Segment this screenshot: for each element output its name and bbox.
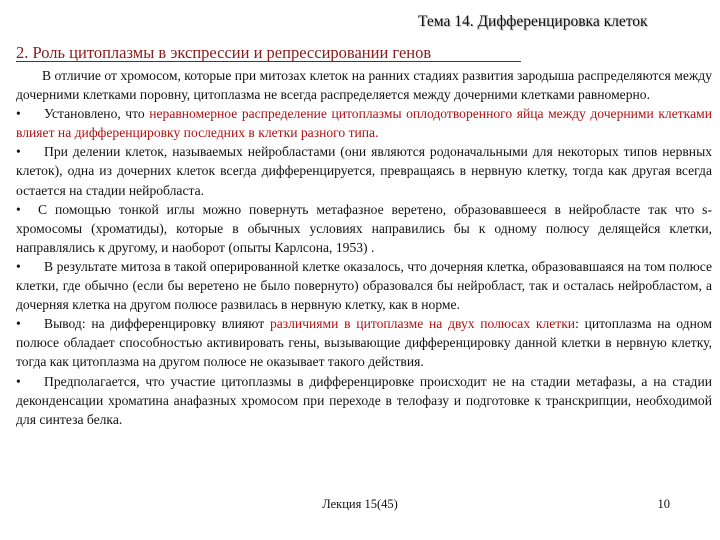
paragraph-text: При делении клеток, называемых нейробластами (они являются родоначальными для некоторых типов нервных клеток), одна из дочерних клеток всегда дифференцируется, превращаясь в нервную клетку, тогда как другая всегда остается на стадии нейробласта. bbox=[16, 144, 712, 198]
paragraph-text: С помощью тонкой иглы можно повернуть метафазное веретено, образовавшееся в нейробласте так что s-хромосомы (хроматиды), которые в обычных условиях направились бы к одному полюсу делящейся клетки, направлялись к другому, и наоборот (опыты Карлсона, 1953) . bbox=[16, 201, 712, 255]
bullet-paragraph-1 bbox=[16, 104, 712, 142]
bullet-paragraph-4 bbox=[16, 257, 712, 314]
footer-lecture-label: Лекция 15(45) bbox=[322, 497, 398, 511]
bullet-marker: • bbox=[16, 106, 21, 122]
bullet-paragraph-3 bbox=[16, 200, 712, 257]
bullet-marker: • bbox=[16, 144, 21, 160]
bullet-marker: • bbox=[16, 373, 21, 389]
bullet-marker: • bbox=[16, 258, 21, 274]
bullet-marker: • bbox=[16, 316, 21, 332]
bullet-paragraph-6 bbox=[16, 372, 712, 429]
intro-paragraph: В отличие от хромосом, которые при митозах клеток на ранних стадиях развития зародыша распределяются между дочерними клетками поровну, цитоплазма не всегда распределяется между дочерними клетками равномерно. bbox=[16, 68, 712, 103]
paragraph-text: Вывод: на дифференцировку влияют bbox=[44, 316, 270, 332]
bullet-paragraph-2 bbox=[16, 142, 712, 199]
bullet-marker: • bbox=[16, 201, 21, 217]
section-title: 2. Роль цитоплазмы в экспрессии и репрессировании генов bbox=[16, 42, 716, 64]
paragraph-text: В результате митоза в такой оперированной клетке оказалось, что дочерняя клетка, образовавшаяся на том полюсе клетки, где обычно (если бы веретено не было повернуто) образовался бы нейробласт, так и осталась нейробластом, а дочерняя клетка на другом полюсе развилась в нервную клетку, как в норме. bbox=[16, 258, 712, 313]
page-number: 10 bbox=[657, 497, 670, 511]
slide-body bbox=[16, 66, 712, 429]
topic-title: Тема 14. Дифференцировка клеток bbox=[418, 13, 648, 30]
bullet-paragraph-5 bbox=[16, 314, 712, 371]
paragraph-text: Установлено, что bbox=[44, 106, 150, 122]
highlighted-text: различиями в цитоплазме на двух полюсах клетки bbox=[269, 316, 576, 332]
paragraph-text: : цитоплазма на одном полюсе обладает способностью активировать гены, вызывающие дифференцировку данной клетки в нервную клетку, тогда как цитоплазма на другом полюсе не оказывает такого действия. bbox=[16, 316, 713, 370]
paragraph-text: Предполагается, что участие цитоплазмы в дифференцировке происходит не на стадии метафазы, а на стадии деконденсации хроматина анафазных хромосом при переходе в телофазу и подготовке к транскрипции, необходимой для синтеза белка. bbox=[16, 373, 712, 427]
highlighted-text: неравномерное распределение цитоплазмы оплодотворенного яйца между дочерними клетками влияет на дифференцировку последних в клетки разного типа. bbox=[16, 106, 712, 141]
